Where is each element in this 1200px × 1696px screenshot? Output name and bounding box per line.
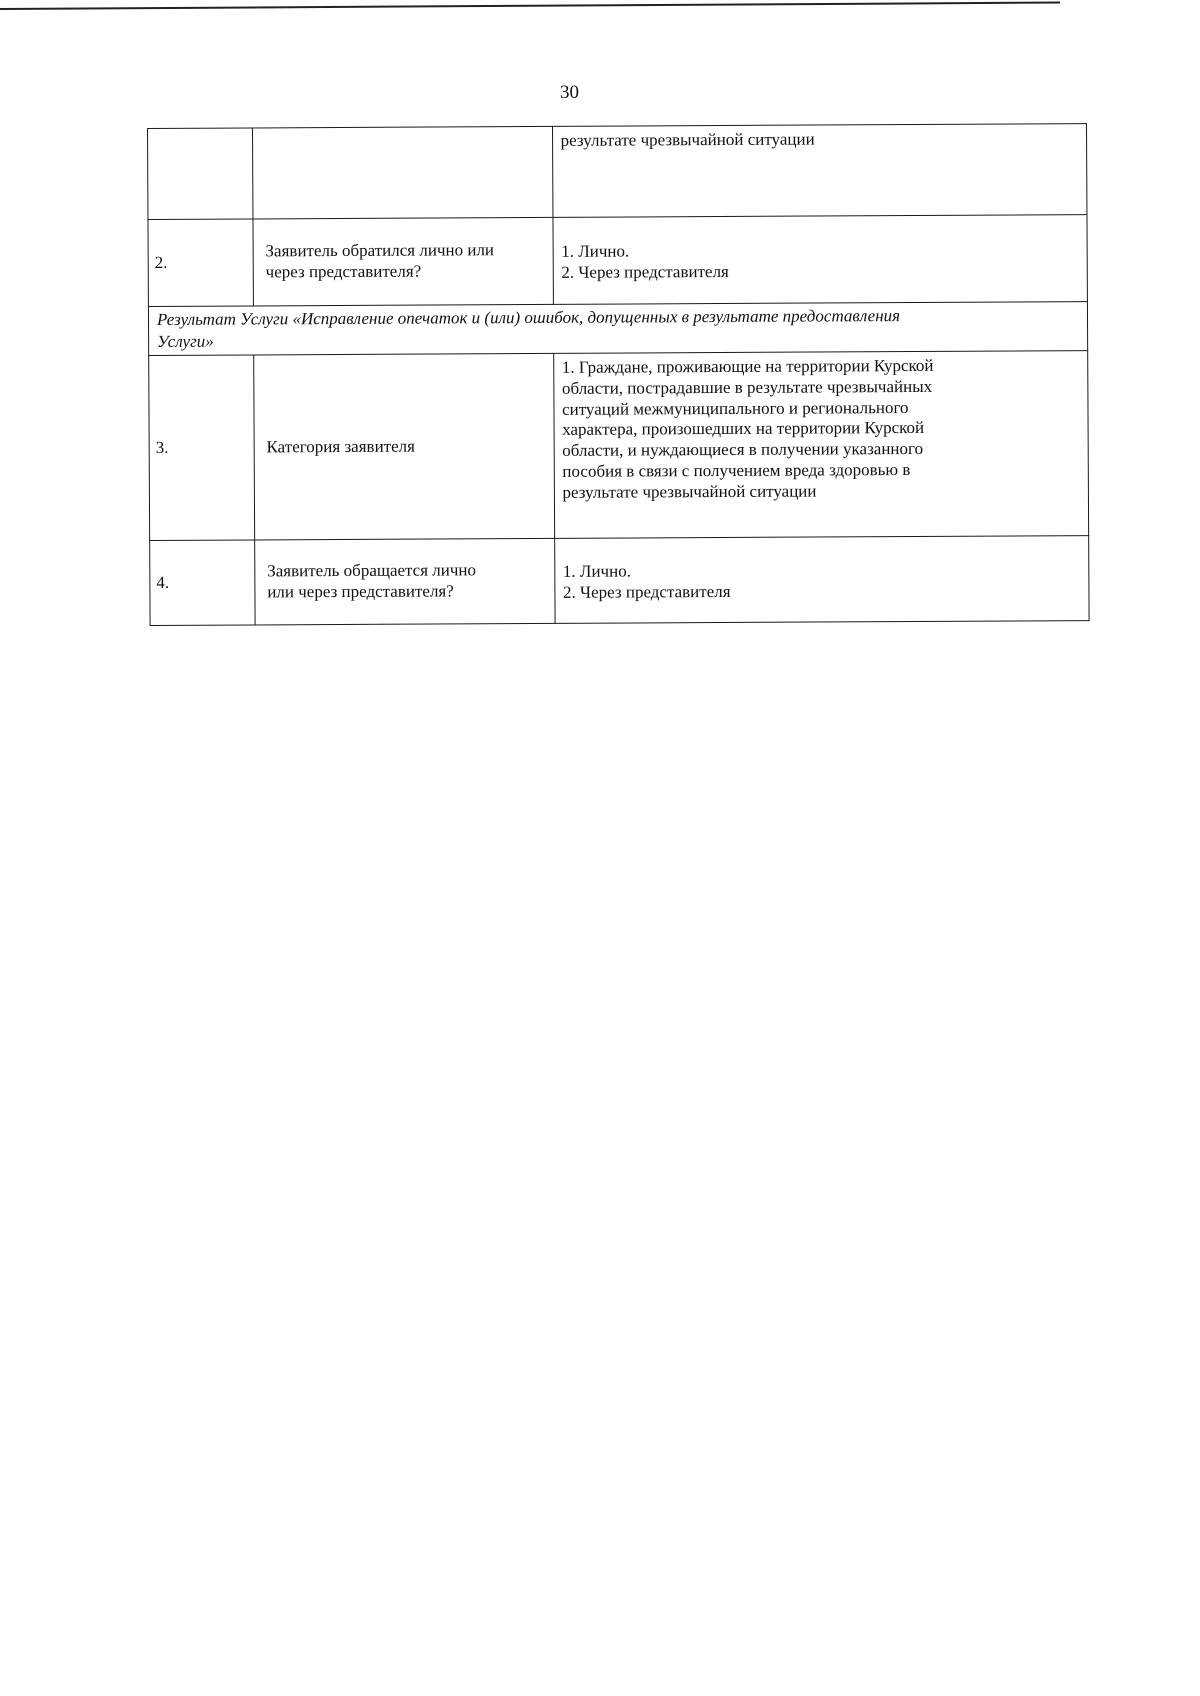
- table-cell-num: 4.: [150, 540, 255, 626]
- answer-line: пособия в связи с получением вреда здоровью в: [562, 459, 911, 481]
- table-row-continuation: [148, 124, 1087, 220]
- answer-line: ситуаций межмуниципального и регионального: [562, 397, 909, 419]
- page-number: 30: [560, 82, 579, 103]
- answer-line: характера, произошедших на территории Курской: [562, 418, 925, 440]
- table-cell-num: 2.: [148, 219, 253, 307]
- question-line: или через представителя?: [267, 581, 454, 602]
- scan-top-edge-line: [0, 2, 1060, 10]
- answer-line: результате чрезвычайной ситуации: [562, 481, 817, 502]
- table-cell-num: 3.: [149, 355, 255, 541]
- table-cell-question: [252, 126, 552, 219]
- question-line: Заявитель обращается лично: [267, 560, 477, 581]
- table-row-4: [150, 536, 1089, 626]
- table-cell-question: [255, 539, 555, 626]
- table-cell-answer: [553, 351, 1088, 539]
- table-cell-answer: [554, 536, 1089, 624]
- document-table: [147, 123, 1090, 626]
- table-row-3: [149, 351, 1089, 541]
- table-section-header-row: [148, 302, 1087, 356]
- question-line: через представителя?: [265, 261, 422, 282]
- answer-line: 2. Через представителя: [562, 582, 731, 603]
- answer-line: 2. Через представителя: [561, 261, 729, 282]
- table-cell-answer: [553, 215, 1088, 305]
- question-line: Заявитель обратился лично или: [265, 240, 495, 261]
- answer-line: области, пострадавшие в результате чрезвычайных: [561, 376, 933, 398]
- section-header-line: Результат Услуги «Исправление опечаток и (или) ошибок, допущенных в результате предоставления: [156, 306, 901, 329]
- table-cell-question: [253, 217, 553, 306]
- answer-line: 1. Лично.: [561, 241, 630, 262]
- answer-line: 1. Лично.: [562, 561, 631, 582]
- table-cell-num: [148, 128, 253, 220]
- table-row-2: [148, 215, 1087, 307]
- answer-line: области, и нуждающиеся в получении указанного: [562, 439, 924, 460]
- table-cell-answer: результате чрезвычайной ситуации: [552, 124, 1087, 218]
- answer-line: 1. Граждане, проживающие на территории Курской: [561, 356, 934, 378]
- section-header: [148, 302, 1087, 356]
- table-cell-question: Категория заявителя: [254, 354, 555, 541]
- section-header-line: Услуги»: [157, 331, 214, 352]
